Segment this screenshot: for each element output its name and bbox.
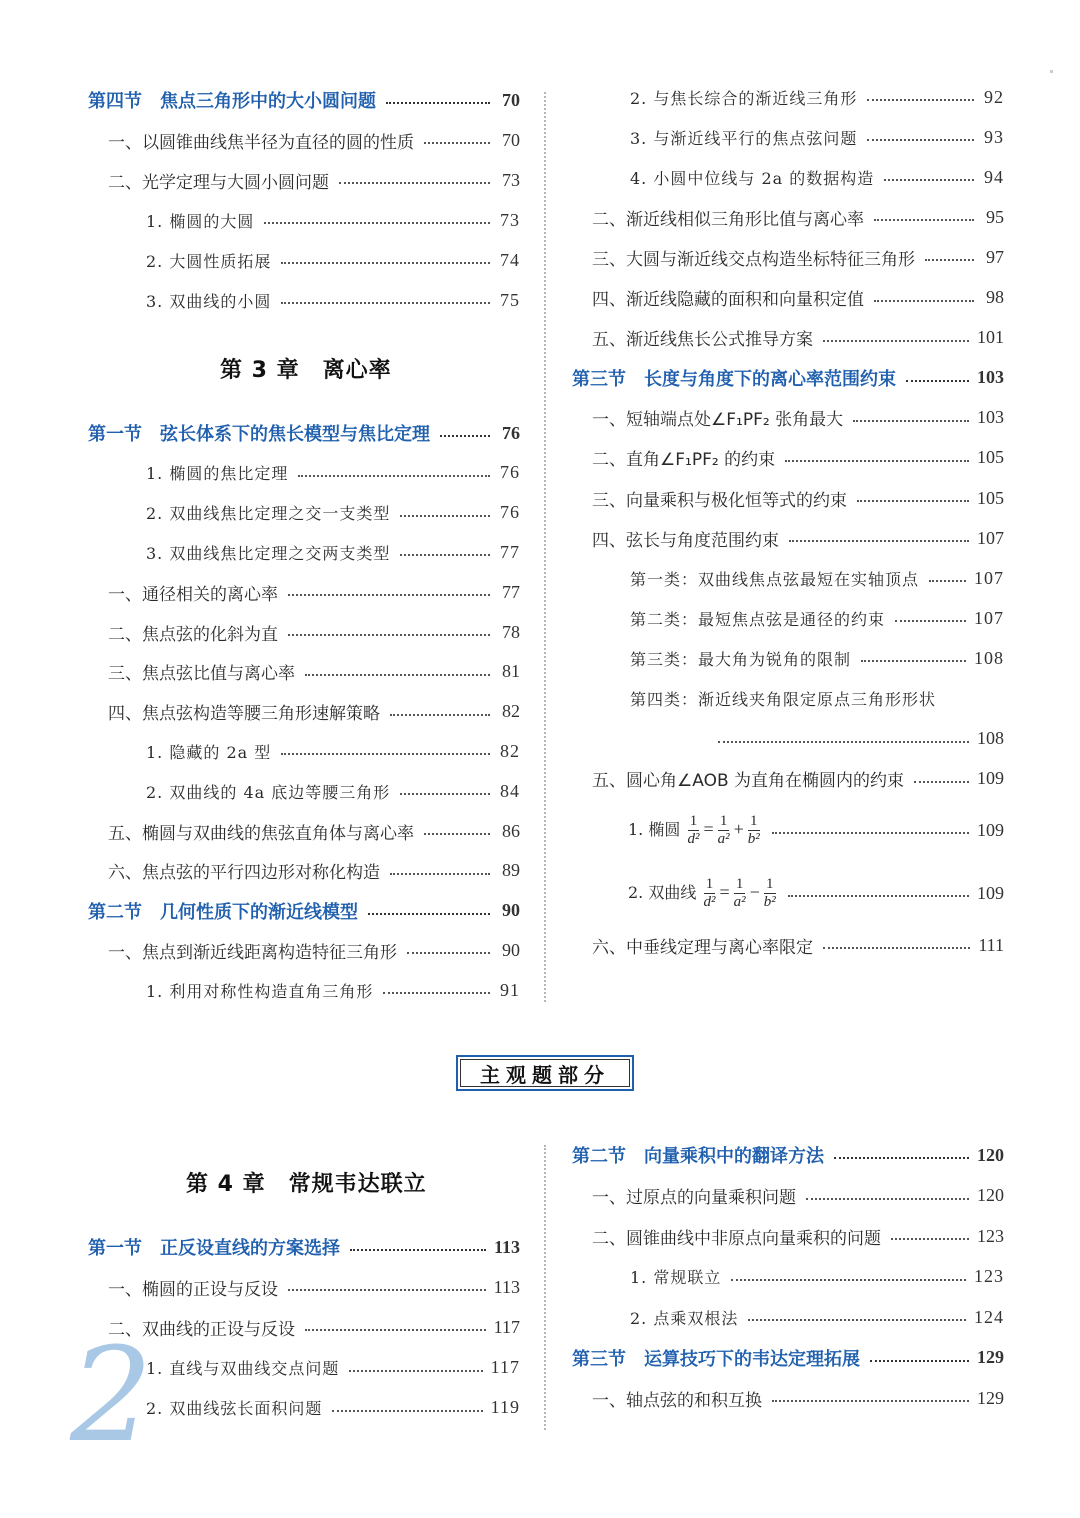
toc-item[interactable] <box>88 165 520 195</box>
banner-label: 主观题部分 <box>460 1059 630 1087</box>
toc-item-ellipse-formula[interactable] <box>572 805 1004 855</box>
toc-item[interactable] <box>572 1221 1004 1251</box>
leader-dots <box>407 952 490 954</box>
toc-item-label: 六、中垂线定理与离心率限定 <box>592 937 813 958</box>
toc-item[interactable] <box>88 935 520 965</box>
toc-item[interactable] <box>88 816 520 846</box>
toc-section[interactable] <box>88 1232 520 1262</box>
toc-item[interactable] <box>88 776 520 806</box>
page-number: 101 <box>977 327 1004 348</box>
toc-item-label: 二、渐近线相似三角形比值与离心率 <box>592 209 864 230</box>
page-number: 109 <box>977 882 1004 903</box>
toc-item-label: 第一节 正反设直线的方案选择 <box>88 1238 340 1259</box>
page-number: 76 <box>502 422 520 443</box>
toc-left-chapter3 <box>88 418 520 1018</box>
fraction-1-a2: $\frac{1}{\text{a²}}$ <box>717 812 730 847</box>
toc-item[interactable] <box>572 1302 1004 1332</box>
toc-item[interactable] <box>572 684 1004 714</box>
leader-dots <box>440 435 490 437</box>
leader-dots <box>857 500 969 502</box>
page-number: 108 <box>977 728 1004 749</box>
toc-item[interactable] <box>572 1181 1004 1211</box>
page-number: 93 <box>984 126 1004 147</box>
leader-dots <box>424 142 490 144</box>
toc-item-label: 二、双曲线的正设与反设 <box>108 1319 295 1340</box>
page-number: 105 <box>977 447 1004 468</box>
toc-item[interactable] <box>572 323 1004 353</box>
toc-item[interactable] <box>88 975 520 1005</box>
fraction-1-a2: $\frac{1}{\text{a²}}$ <box>733 875 746 910</box>
toc-item-label: 二、焦点弦的化斜为直 <box>108 624 278 645</box>
page-number: 98 <box>986 287 1004 307</box>
toc-section[interactable] <box>88 418 520 448</box>
toc-item-label: 3. 双曲线焦比定理之交两支类型 <box>146 543 391 563</box>
toc-item-label: 1. 椭圆的焦比定理 <box>146 464 289 484</box>
page-number: 129 <box>977 1387 1004 1408</box>
toc-item[interactable] <box>88 537 520 567</box>
page-number: 74 <box>500 249 520 270</box>
leader-dots <box>870 1360 969 1362</box>
page-number: 109 <box>977 819 1004 840</box>
leader-dots <box>288 634 490 636</box>
toc-item[interactable] <box>572 403 1004 433</box>
formula-label: 1. 椭圆 <box>628 819 681 839</box>
page-number: 86 <box>502 820 520 841</box>
page-number: 77 <box>500 541 520 562</box>
leader-dots <box>823 947 970 949</box>
leader-dots <box>332 1410 482 1412</box>
toc-item[interactable] <box>88 617 520 647</box>
page-number-decoration: 2 <box>70 1319 153 1471</box>
toc-item-label: 二、圆锥曲线中非原点向量乘积的问题 <box>592 1228 881 1249</box>
toc-item[interactable] <box>572 764 1004 794</box>
toc-item-label: 第四节 焦点三角形中的大小圆问题 <box>88 91 376 112</box>
leader-dots <box>906 380 969 382</box>
toc-item[interactable] <box>572 122 1004 152</box>
leader-dots <box>874 300 974 302</box>
toc-item-label: 四、渐近线隐藏的面积和向量积定值 <box>592 290 864 310</box>
leader-dots <box>772 832 969 834</box>
leader-dots <box>349 1370 482 1372</box>
leader-dots <box>929 580 966 582</box>
toc-item[interactable] <box>572 643 1004 673</box>
page-number: 129 <box>977 1347 1004 1367</box>
toc-item[interactable] <box>88 657 520 687</box>
minus-sign: − <box>749 881 760 902</box>
page-number: 119 <box>490 1397 520 1418</box>
plus-sign: + <box>733 818 744 839</box>
leader-dots <box>281 302 490 304</box>
toc-item-label: 3. 与渐近线平行的焦点弦问题 <box>630 128 858 148</box>
toc-item[interactable] <box>88 736 520 766</box>
leader-dots <box>718 741 969 743</box>
leader-dots <box>386 102 490 104</box>
toc-item-label: 三、大圆与渐近线交点构造坐标特征三角形 <box>592 249 915 270</box>
toc-item[interactable] <box>572 563 1004 593</box>
leader-dots <box>874 219 974 221</box>
page-number: 77 <box>502 581 520 602</box>
toc-item-label: 4. 小圆中位线与 2a 的数据构造 <box>630 168 875 188</box>
leader-dots <box>867 139 974 141</box>
toc-item[interactable] <box>572 82 1004 112</box>
page-number: 97 <box>986 246 1004 267</box>
fraction-1-b2: $\frac{1}{\text{b²}}$ <box>763 875 776 910</box>
toc-item-label: 二、光学定理与大圆小圆问题 <box>108 172 329 193</box>
page-number: 70 <box>502 89 520 110</box>
toc-item-label: 2. 双曲线弦长面积问题 <box>146 1399 323 1419</box>
page-number: 103 <box>977 407 1004 428</box>
toc-item-label: 2. 双曲线焦比定理之交一支类型 <box>146 504 391 524</box>
section-banner <box>456 1055 634 1091</box>
leader-dots <box>281 753 490 755</box>
page-number: 107 <box>974 567 1004 588</box>
toc-item-label: 第三类：最大角为锐角的限制 <box>630 649 852 669</box>
page-number: 108 <box>974 647 1004 668</box>
leader-dots <box>288 1289 486 1291</box>
toc-right-top <box>572 82 1004 802</box>
leader-dots <box>339 182 490 184</box>
toc-item-label: 第二类：最短焦点弦是通径的约束 <box>630 609 886 629</box>
toc-right-formulas <box>572 805 1004 920</box>
toc-item-label: 五、椭圆与双曲线的焦弦直角体与离心率 <box>108 823 414 844</box>
page-number: 81 <box>502 661 520 682</box>
toc-item-label: 2. 点乘双根法 <box>630 1308 739 1328</box>
leader-dots <box>834 1157 969 1159</box>
page-number: 111 <box>978 934 1004 955</box>
toc-section[interactable] <box>88 896 520 926</box>
toc-item-label: 1. 利用对称性构造直角三角形 <box>146 981 374 1001</box>
leader-dots <box>400 515 490 517</box>
fraction-1-b2: $\frac{1}{\text{b²}}$ <box>747 812 760 847</box>
page-number: 120 <box>977 1144 1004 1165</box>
toc-item[interactable] <box>572 523 1004 553</box>
chapter-3-title: 第 3 章 离心率 <box>220 358 392 383</box>
toc-item-label: 1. 常规联立 <box>630 1268 722 1287</box>
leader-dots <box>264 222 490 224</box>
page-number: 113 <box>493 1276 520 1297</box>
toc-section[interactable] <box>572 1343 1004 1373</box>
toc-item-label: 2. 与焦长综合的渐近线三角形 <box>630 88 858 108</box>
toc-item[interactable] <box>88 697 520 727</box>
leader-dots <box>925 259 974 261</box>
toc-item[interactable] <box>88 856 520 886</box>
leader-dots <box>305 674 490 676</box>
page-number: 78 <box>502 621 520 642</box>
toc-item-label: 一、短轴端点处∠F₁PF₂ 张角最大 <box>592 410 844 431</box>
toc-item-label: 2. 双曲线的 4a 底边等腰三角形 <box>146 782 391 802</box>
page-number: 107 <box>974 607 1004 628</box>
toc-item-hyperbola-formula[interactable] <box>572 868 1004 918</box>
toc-item[interactable] <box>88 205 520 235</box>
toc-left-top <box>88 85 520 325</box>
page-number: 84 <box>500 780 520 801</box>
leader-dots <box>853 420 969 422</box>
page-number: 76 <box>500 462 520 483</box>
page-number: 113 <box>493 1236 520 1257</box>
toc-item-label: 一、轴点弦的和积互换 <box>592 1390 762 1411</box>
page-number: 75 <box>500 289 520 310</box>
toc-item-label: 1. 直线与双曲线交点问题 <box>146 1359 340 1379</box>
page-number: 90 <box>502 900 520 921</box>
formula-label: 2. 双曲线 <box>628 882 697 902</box>
leader-dots <box>400 793 490 795</box>
leader-dots <box>281 262 490 264</box>
toc-item[interactable] <box>572 930 1004 960</box>
toc-item[interactable] <box>572 603 1004 633</box>
leader-dots <box>895 620 966 622</box>
toc-item-label: 五、渐近线焦长公式推导方案 <box>592 330 813 351</box>
speck <box>1050 70 1053 73</box>
leader-dots <box>788 895 969 897</box>
toc-item-label: 第二节 几何性质下的渐近线模型 <box>88 901 358 923</box>
toc-item[interactable] <box>88 125 520 155</box>
leader-dots <box>861 660 966 662</box>
page-number: 105 <box>977 487 1004 508</box>
toc-item-label: 三、焦点弦比值与离心率 <box>108 664 295 685</box>
fraction-1-d2: $\frac{1}{\text{d²}}$ <box>703 875 716 910</box>
leader-dots <box>823 340 969 342</box>
equals-sign: = <box>719 881 730 902</box>
toc-item-label: 一、过原点的向量乘积问题 <box>592 1188 796 1208</box>
toc-item-label: 第三节 长度与角度下的离心率范围约束 <box>572 368 896 390</box>
toc-item[interactable] <box>88 458 520 488</box>
page-number: 82 <box>500 740 520 761</box>
leader-dots <box>390 714 490 716</box>
toc-item-label: 第三节 运算技巧下的韦达定理拓展 <box>572 1348 860 1370</box>
leader-dots <box>383 992 490 994</box>
toc-item-label: 一、椭圆的正设与反设 <box>108 1279 278 1300</box>
page-number: 76 <box>500 502 520 523</box>
toc-item-label: 2. 大圆性质拓展 <box>146 251 272 271</box>
leader-dots <box>390 873 490 875</box>
page-number: 107 <box>977 527 1004 548</box>
page-number: 124 <box>974 1306 1004 1327</box>
page-number: 117 <box>493 1316 520 1337</box>
toc-item-label: 一、焦点到渐近线距离构造特征三角形 <box>108 942 397 963</box>
toc-item[interactable] <box>572 1383 1004 1413</box>
toc-right-chapter4 <box>572 1140 1004 1430</box>
leader-dots <box>789 540 969 542</box>
toc-item-label: 三、向量乘积与极化恒等式的约束 <box>592 490 847 511</box>
toc-section[interactable] <box>572 363 1004 393</box>
toc-section[interactable] <box>88 85 520 115</box>
page-number: 120 <box>977 1185 1004 1205</box>
page-number: 91 <box>500 979 520 1000</box>
toc-item[interactable] <box>88 285 520 315</box>
leader-dots <box>350 1249 486 1251</box>
toc-item-label: 第一节 弦长体系下的焦长模型与焦比定理 <box>88 424 430 445</box>
leader-dots <box>914 781 969 783</box>
toc-item[interactable] <box>572 242 1004 272</box>
page-number: 117 <box>490 1357 520 1378</box>
toc-item-label: 二、直角∠F₁PF₂ 的约束 <box>592 450 776 471</box>
toc-item[interactable] <box>572 1262 1004 1292</box>
toc-item-label: 五、圆心角∠AOB 为直角在椭圆内的约束 <box>592 771 905 792</box>
fraction-1-d2: $\frac{1}{\text{d²}}$ <box>687 812 700 847</box>
page-number: 89 <box>502 860 520 881</box>
leader-dots <box>748 1319 966 1321</box>
page-number: 123 <box>977 1225 1004 1246</box>
toc-item-label: 六、焦点弦的平行四边形对称化构造 <box>108 863 380 884</box>
toc-item-label: 四、焦点弦构造等腰三角形速解策略 <box>108 704 380 725</box>
toc-item-label: 一、以圆锥曲线焦半径为直径的圆的性质 <box>108 132 414 153</box>
page-number: 123 <box>974 1266 1004 1286</box>
toc-section[interactable] <box>572 1140 1004 1170</box>
leader-dots <box>785 460 969 462</box>
page-number: 90 <box>502 939 520 960</box>
toc-item[interactable] <box>572 443 1004 473</box>
toc-item-label: 第一类：双曲线焦点弦最短在实轴顶点 <box>630 569 920 589</box>
page-number: 92 <box>984 86 1004 107</box>
leader-dots <box>731 1279 966 1281</box>
toc-item-label: 1. 椭圆的大圆 <box>146 211 255 231</box>
page-number: 82 <box>502 701 520 722</box>
toc-item-label: 第四类：渐近线夹角限定原点三角形形状 <box>630 690 937 709</box>
leader-dots <box>305 1329 486 1331</box>
toc-item-label: 1. 隐藏的 2a 型 <box>146 742 272 762</box>
toc-right-last <box>572 930 1004 962</box>
toc-item-label: 第二节 向量乘积中的翻译方法 <box>572 1146 824 1167</box>
column-divider-bottom <box>544 1145 546 1430</box>
leader-dots <box>772 1400 969 1402</box>
leader-dots <box>424 833 490 835</box>
leader-dots <box>891 1238 969 1240</box>
toc-item[interactable] <box>88 577 520 607</box>
page-number: 73 <box>502 169 520 190</box>
leader-dots <box>400 554 490 556</box>
toc-item-label: 3. 双曲线的小圆 <box>146 291 272 311</box>
leader-dots <box>298 475 490 477</box>
toc-item-label: 一、通径相关的离心率 <box>108 584 278 605</box>
toc-item-label: 四、弦长与角度范围约束 <box>592 530 779 551</box>
page-number: 94 <box>984 166 1004 187</box>
toc-item[interactable] <box>572 202 1004 232</box>
toc-item[interactable] <box>572 283 1004 313</box>
leader-dots <box>867 99 974 101</box>
column-divider-top <box>544 92 546 1002</box>
toc-item[interactable] <box>572 162 1004 192</box>
toc-item[interactable] <box>88 245 520 275</box>
toc-item[interactable] <box>88 1272 520 1302</box>
page-number: 95 <box>986 206 1004 227</box>
toc-item[interactable] <box>572 724 1004 754</box>
toc-item[interactable] <box>88 498 520 528</box>
leader-dots <box>884 179 974 181</box>
toc-item[interactable] <box>572 483 1004 513</box>
page-number: 109 <box>977 768 1004 789</box>
leader-dots <box>368 913 490 915</box>
leader-dots <box>288 594 490 596</box>
page-number: 70 <box>502 129 520 150</box>
equals-sign: = <box>703 818 714 839</box>
chapter-4-title: 第 4 章 常规韦达联立 <box>186 1172 427 1197</box>
leader-dots <box>806 1198 969 1200</box>
page-number: 103 <box>977 367 1004 388</box>
page-number: 73 <box>500 209 520 230</box>
